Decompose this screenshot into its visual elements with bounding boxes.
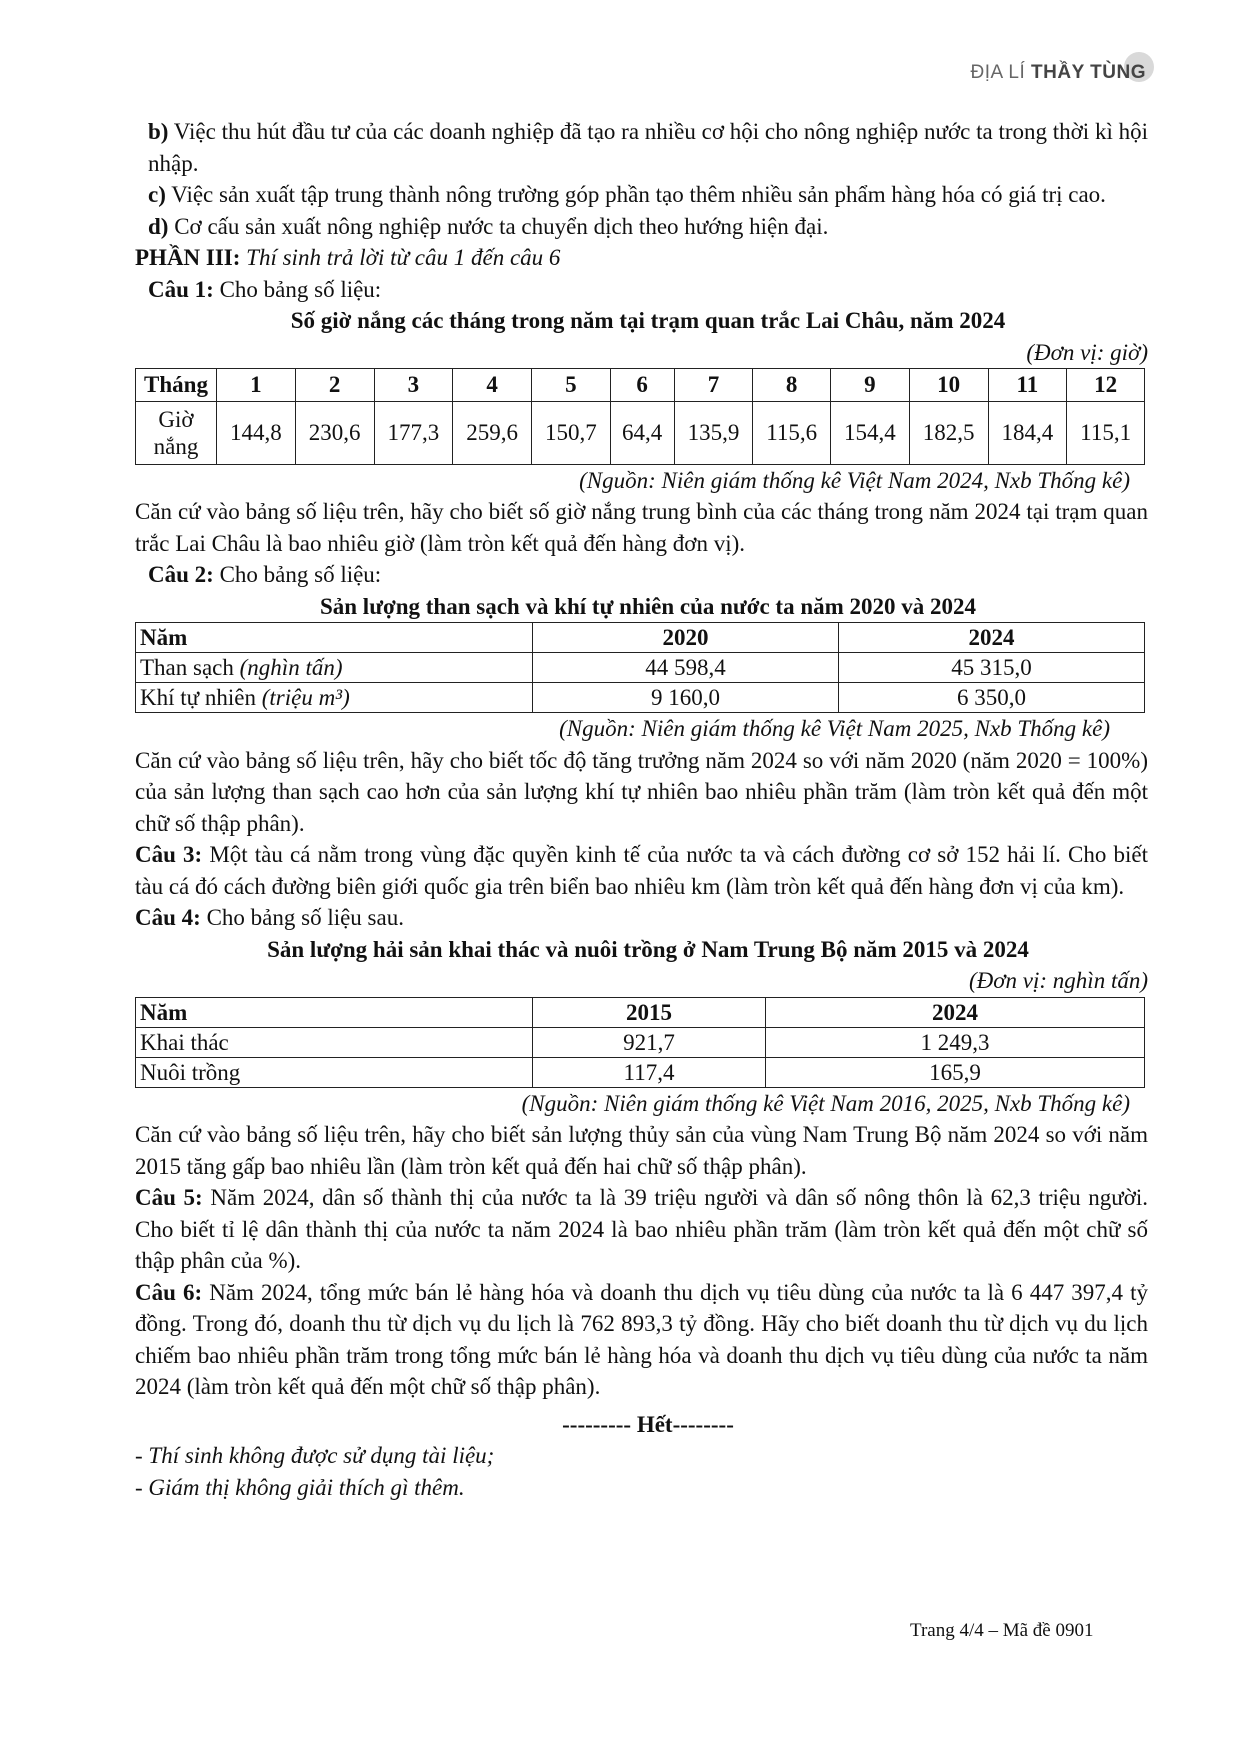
part3-heading: PHẦN III: Thí sinh trả lời từ câu 1 đến câu 6: [135, 245, 561, 270]
q1-value: 259,6: [453, 401, 532, 464]
q1-value: 150,7: [532, 401, 611, 464]
q1-value: 135,9: [674, 401, 753, 464]
q1-month: 11: [988, 369, 1067, 402]
q1-unit: (Đơn vị: giờ): [1026, 339, 1148, 365]
answer-item-d: d) Cơ cấu sản xuất nông nghiệp nước ta chuyển dịch theo hướng hiện đại.: [148, 213, 829, 239]
page-footer: Trang 4/4 – Mã đề 0901: [910, 1620, 1094, 1641]
q2-row-label: Than sạch (nghìn tấn): [136, 653, 533, 683]
q3: Câu 3: Một tàu cá nằm trong vùng đặc quyền kinh tế của nước ta và cách đường cơ sở 152 hải lí. Cho biết tàu cá đó cách đường biên giới quốc gia trên biển bao nhiêu km (làm tròn kết quả đến hàng đơn vị của km).: [135, 842, 1148, 899]
q1-month: 6: [610, 369, 674, 402]
end-marker: --------- Hết--------: [562, 1411, 734, 1437]
q2-intro: Câu 2: Cho bảng số liệu:: [148, 562, 382, 587]
q1-value: 177,3: [374, 401, 453, 464]
table-row: [136, 1027, 1145, 1057]
q4-header-year: Năm: [136, 997, 533, 1027]
table-row: [136, 653, 1145, 683]
q2-cell: 6 350,0: [839, 683, 1145, 713]
q1-source: (Nguồn: Niên giám thống kê Việt Nam 2024, Nxb Thống kê): [579, 467, 1130, 493]
q4-cell: 165,9: [766, 1057, 1145, 1087]
q1-value: 64,4: [610, 401, 674, 464]
note-line: - Thí sinh không được sử dụng tài liệu;: [135, 1443, 495, 1468]
q1-value: 144,8: [217, 401, 296, 464]
q4-row-label: Nuôi trồng: [136, 1057, 533, 1087]
q1-value: 154,4: [831, 401, 910, 464]
q1-question: Căn cứ vào bảng số liệu trên, hãy cho biết số giờ nắng trung bình của các tháng trong năm 2024 tại trạm quan trắc Lai Châu là bao nhiêu giờ (làm tròn kết quả đến hàng đơn vị).: [135, 499, 1148, 556]
q2-cell: 45 315,0: [839, 653, 1145, 683]
q1-value: 115,6: [753, 401, 831, 464]
q1-month: 4: [453, 369, 532, 402]
q1-row-label: Giờ nắng: [136, 401, 217, 464]
q1-value: 115,1: [1067, 401, 1145, 464]
q4-source: (Nguồn: Niên giám thống kê Việt Nam 2016, 2025, Nxb Thống kê): [521, 1090, 1130, 1116]
q2-cell: 44 598,4: [533, 653, 839, 683]
q4-header-2024: 2024: [766, 997, 1145, 1027]
q4-cell: 1 249,3: [766, 1027, 1145, 1057]
q1-month: 5: [532, 369, 611, 402]
logo-text: ĐỊA LÍ THẦY TÙNG: [970, 62, 1146, 83]
q1-month: 12: [1067, 369, 1145, 402]
q1-value: 182,5: [909, 401, 988, 464]
q1-month: 3: [374, 369, 453, 402]
answer-item-c: c) Việc sản xuất tập trung thành nông trường góp phần tạo thêm nhiều sản phẩm hàng hóa có giá trị cao.: [148, 182, 1106, 207]
q2-row-label: Khí tự nhiên (triệu m³): [136, 683, 533, 713]
logo: [970, 52, 1160, 92]
q1-table: [135, 368, 1145, 465]
q1-month: 1: [217, 369, 296, 402]
table-row: [136, 1057, 1145, 1087]
q4-intro: Câu 4: Cho bảng số liệu sau.: [135, 905, 404, 930]
q4-header-2015: 2015: [533, 997, 766, 1027]
q6: Câu 6: Năm 2024, tổng mức bán lẻ hàng hóa và doanh thu dịch vụ tiêu dùng của nước ta là 6 447 397,4 tỷ đồng. Trong đó, doanh thu từ dịch vụ du lịch là 762 893,3 tỷ đồng. Hãy cho biết doanh thu từ dịch vụ du lịch chiếm bao nhiêu phần trăm trong tổng mức bán lẻ hàng hóa và doanh thu dịch vụ tiêu dùng của nước ta năm 2024 (làm tròn kết quả đến một chữ số thập phân).: [135, 1279, 1149, 1399]
q4-question: Căn cứ vào bảng số liệu trên, hãy cho biết sản lượng thủy sản của vùng Nam Trung Bộ năm 2024 so với năm 2015 tăng gấp bao nhiêu lần (làm tròn kết quả đến hai chữ số thập phân).: [135, 1122, 1148, 1179]
q2-question: Căn cứ vào bảng số liệu trên, hãy cho biết tốc độ tăng trưởng năm 2024 so với năm 2020 (năm 2020 = 100%) của sản lượng than sạch cao hơn của sản lượng khí tự nhiên bao nhiêu phần trăm (làm tròn kết quả đến một chữ số thập phân).: [135, 747, 1148, 836]
q4-table-title: Sản lượng hải sản khai thác và nuôi trồng ở Nam Trung Bộ năm 2015 và 2024: [267, 936, 1029, 962]
q1-month: 9: [831, 369, 910, 402]
q1-month: 7: [674, 369, 753, 402]
q2-header-year: Năm: [136, 623, 533, 653]
q5: Câu 5: Năm 2024, dân số thành thị của nước ta là 39 triệu người và dân số nông thôn là 62,3 triệu người. Cho biết tỉ lệ dân thành thị của nước ta năm 2024 là bao nhiêu phần trăm (làm tròn kết quả đến một chữ số thập phân của %).: [135, 1185, 1149, 1273]
q2-header-2020: 2020: [533, 623, 839, 653]
q1-value: 230,6: [295, 401, 374, 464]
q1-intro: Câu 1: Cho bảng số liệu:: [148, 276, 382, 302]
q1-header-label: Tháng: [136, 369, 217, 402]
page-content: [135, 116, 1149, 1503]
q2-table: [135, 622, 1145, 713]
q4-row-label: Khai thác: [136, 1027, 533, 1057]
q2-cell: 9 160,0: [533, 683, 839, 713]
q1-month: 10: [909, 369, 988, 402]
q1-month: 2: [295, 369, 374, 402]
q4-cell: 921,7: [533, 1027, 766, 1057]
table-row: [136, 683, 1145, 713]
note-line: - Giám thị không giải thích gì thêm.: [135, 1474, 465, 1500]
q2-header-2024: 2024: [839, 623, 1145, 653]
q1-table-title: Số giờ nắng các tháng trong năm tại trạm quan trắc Lai Châu, năm 2024: [290, 308, 1006, 333]
q2-table-title: Sản lượng than sạch và khí tự nhiên của nước ta năm 2020 và 2024: [319, 593, 977, 619]
q1-month: 8: [753, 369, 831, 402]
q1-value: 184,4: [988, 401, 1067, 464]
q2-source: (Nguồn: Niên giám thống kê Việt Nam 2025, Nxb Thống kê): [559, 716, 1110, 741]
q4-table: [135, 997, 1145, 1088]
q4-cell: 117,4: [533, 1057, 766, 1087]
q4-unit: (Đơn vị: nghìn tấn): [969, 968, 1148, 993]
answer-item-b: b) Việc thu hút đầu tư của các doanh nghiệp đã tạo ra nhiều cơ hội cho nông nghiệp nước ta trong thời kì hội nhập.: [148, 119, 1148, 176]
